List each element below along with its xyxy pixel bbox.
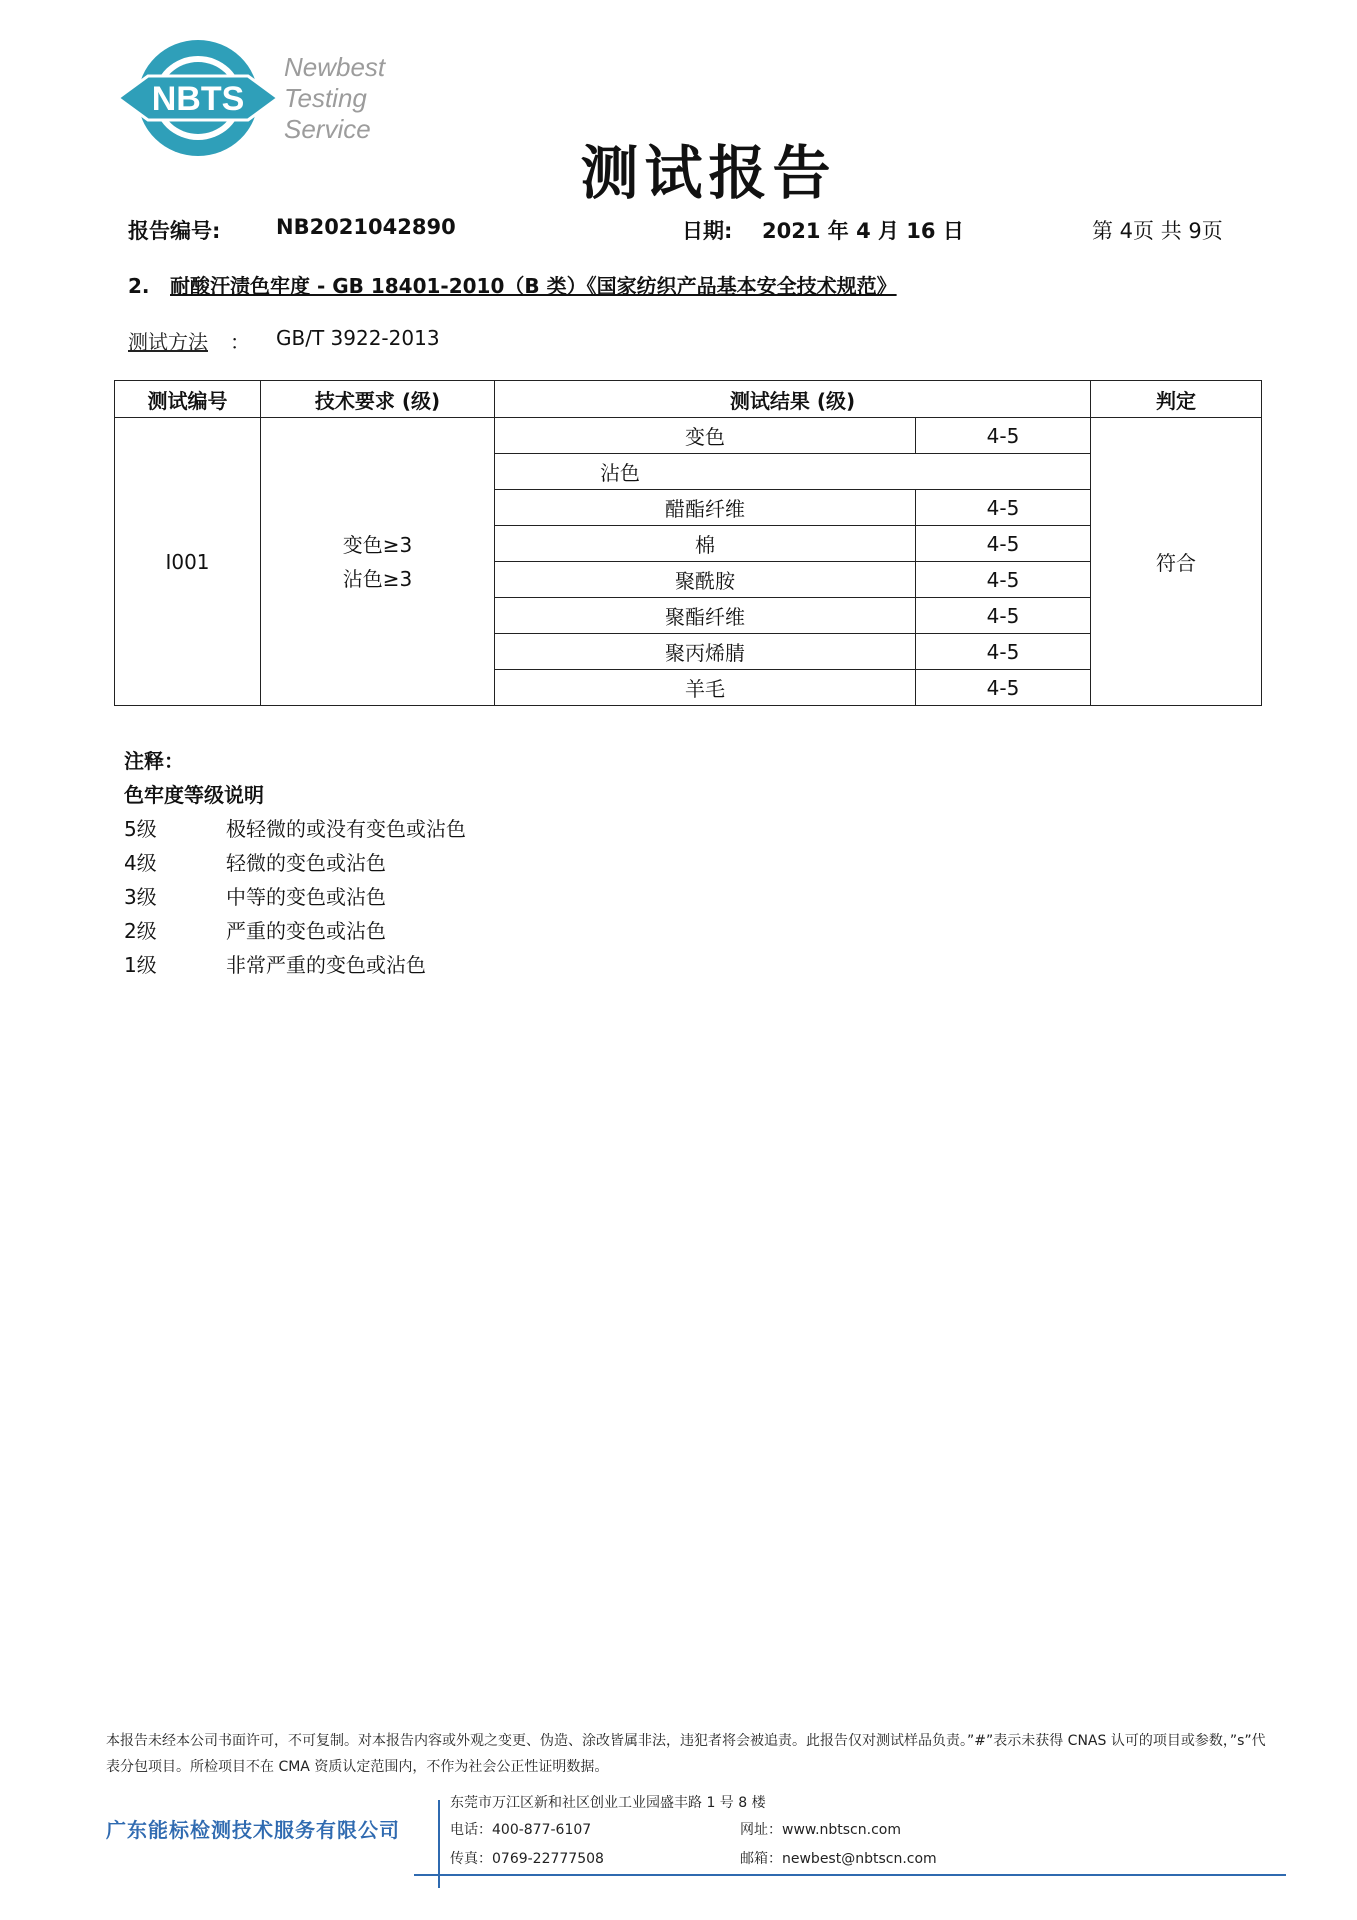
result-value: 4-5 bbox=[915, 598, 1090, 634]
section-title: 耐酸汗渍色牢度 - GB 18401-2010（B 类）《国家纺织产品基本安全技术规范》 bbox=[170, 274, 897, 298]
page-indicator: 第 4页 共 9页 bbox=[1092, 219, 1223, 243]
tagline-line-3: Service bbox=[284, 114, 371, 144]
grade-description: 中等的变色或沾色 bbox=[226, 885, 386, 909]
notes-block bbox=[124, 744, 466, 982]
method-colon: ： bbox=[230, 330, 250, 354]
grade-row bbox=[124, 846, 466, 880]
result-item: 醋酯纤维 bbox=[495, 490, 916, 526]
result-item-staining: 沾色 bbox=[495, 454, 1091, 490]
date-value: 2021 年 4 月 16 日 bbox=[762, 219, 964, 243]
grade-row bbox=[124, 948, 466, 982]
verdict-cell: 符合 bbox=[1091, 418, 1262, 706]
requirement-cell bbox=[261, 418, 495, 706]
method-label: 测试方法 bbox=[128, 330, 208, 354]
result-item: 聚酯纤维 bbox=[495, 598, 916, 634]
grade-description: 非常严重的变色或沾色 bbox=[226, 953, 426, 977]
footer-phone: 电话：400-877-6107 bbox=[450, 1822, 592, 1838]
method-value: GB/T 3922-2013 bbox=[276, 326, 440, 350]
section-heading bbox=[128, 270, 897, 299]
footer-website: 网址：www.nbtscn.com bbox=[740, 1822, 901, 1838]
notes-heading: 注释： bbox=[124, 749, 184, 773]
result-value: 4-5 bbox=[915, 562, 1090, 598]
sample-id-cell: I001 bbox=[115, 418, 261, 706]
grade-description: 轻微的变色或沾色 bbox=[226, 851, 386, 875]
grade-label: 3级 bbox=[124, 885, 157, 909]
result-value: 4-5 bbox=[915, 634, 1090, 670]
footer-fax: 传真：0769-22777508 bbox=[450, 1851, 604, 1867]
grade-row bbox=[124, 812, 466, 846]
result-item: 羊毛 bbox=[495, 670, 916, 706]
grade-description: 极轻微的或没有变色或沾色 bbox=[226, 817, 466, 841]
header-sample-id: 测试编号 bbox=[115, 381, 261, 418]
table-header-row bbox=[115, 381, 1262, 418]
logo-wordmark: NBTS bbox=[151, 80, 245, 118]
grade-label: 4级 bbox=[124, 851, 157, 875]
grade-legend-heading: 色牢度等级说明 bbox=[124, 783, 264, 807]
header-verdict: 判定 bbox=[1091, 381, 1262, 418]
requirement-color-change: 变色≥3 bbox=[342, 532, 413, 557]
result-value: 4-5 bbox=[915, 418, 1090, 454]
result-item: 变色 bbox=[495, 418, 916, 454]
requirement-staining: 沾色≥3 bbox=[342, 566, 413, 591]
footer-email: 邮箱：newbest@nbtscn.com bbox=[740, 1851, 937, 1867]
grade-row bbox=[124, 914, 466, 948]
header-result: 测试结果 (级) bbox=[495, 381, 1091, 418]
footer-address: 东莞市万江区新和社区创业工业园盛丰路 1 号 8 楼 bbox=[450, 1795, 766, 1811]
report-no-label: 报告编号: bbox=[128, 219, 221, 243]
footer-disclaimer: 本报告未经本公司书面许可，不可复制。对本报告内容或外观之变更、伪造、涂改皆属非法，违犯者将会被追责。此报告仅对测试样品负责。”#”表示未获得 CNAS 认可的项目或参数，”s”代表分包项目。所检项目不在 CMA 资质认定范围内，不作为社会公正性证明数据。 bbox=[106, 1733, 1266, 1775]
tagline-line-1: Newbest bbox=[284, 52, 386, 82]
grade-description: 严重的变色或沾色 bbox=[226, 919, 386, 943]
grade-row bbox=[124, 880, 466, 914]
result-value: 4-5 bbox=[915, 526, 1090, 562]
result-item: 聚丙烯腈 bbox=[495, 634, 916, 670]
section-number: 2. bbox=[128, 274, 150, 298]
footer-company-name: 广东能标检测技术服务有限公司 bbox=[106, 1818, 400, 1842]
result-value: 4-5 bbox=[915, 490, 1090, 526]
grade-label: 2级 bbox=[124, 919, 157, 943]
result-value: 4-5 bbox=[915, 670, 1090, 706]
report-no-value: NB2021042890 bbox=[276, 215, 456, 239]
footer-divider-horizontal bbox=[414, 1874, 1286, 1876]
tagline-line-2: Testing bbox=[284, 83, 367, 113]
grade-label: 1级 bbox=[124, 953, 157, 977]
date-label: 日期: bbox=[682, 219, 733, 243]
document-title: 测试报告 bbox=[580, 139, 837, 207]
results-table bbox=[114, 380, 1262, 706]
result-item: 聚酰胺 bbox=[495, 562, 916, 598]
header-requirement: 技术要求 (级) bbox=[261, 381, 495, 418]
result-item: 棉 bbox=[495, 526, 916, 562]
table-row bbox=[115, 418, 1262, 454]
grade-label: 5级 bbox=[124, 817, 157, 841]
